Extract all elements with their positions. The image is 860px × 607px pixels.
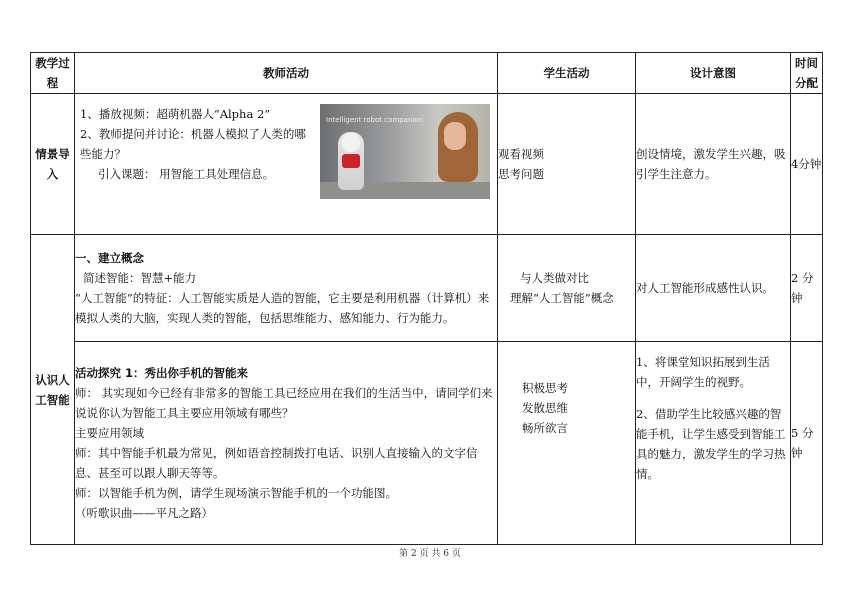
explore-line-5: （听歌识曲——平凡之路）	[75, 506, 213, 520]
explore-line-3: 师：其中智能手机最为常见，例如语音控制拨打电话、识别人直接输入的文字信息、甚至可以跟人聊天等等。	[75, 446, 478, 480]
design-explore-2: 2、借助学生比较感兴趣的智能手机，让学生感受到智能工具的魅力，激发学生的学习热情。	[636, 407, 786, 481]
explore-line-1: 师： 其实现如今已经有非常多的智能工具已经应用在我们的生活当中，请同学们来说说你认为智能工具主要应用领域有哪些？	[75, 386, 493, 420]
explore-heading: 活动探究 1：秀出你手机的智能来	[75, 366, 249, 380]
time-intro: 4分钟	[791, 94, 823, 235]
table-row-intro	[31, 94, 823, 235]
student-explore-3: 畅所欲言	[522, 421, 568, 435]
time-concept: 2 分钟	[791, 235, 823, 342]
student-explore	[498, 342, 636, 545]
student-intro	[498, 94, 636, 235]
page-footer: 第 2 页 共 6 页	[399, 549, 461, 559]
video-caption: Intelligent robot companion	[326, 115, 424, 124]
header-design: 设计意图	[636, 53, 791, 94]
stage-explore: 认识人工智能	[31, 235, 75, 545]
student-concept-1: 与人类做对比	[520, 271, 589, 285]
teacher-explore	[75, 342, 498, 545]
intro-step-2: 2、教师提问并讨论：机器人模拟了人类的哪些能力？	[80, 126, 306, 161]
table-row-explore	[31, 342, 823, 545]
intro-topic: 引入课题： 用智能工具处理信息。	[98, 166, 275, 181]
table-row-concept	[31, 235, 823, 342]
header-row	[31, 53, 823, 94]
student-explore-1: 积极思考	[522, 381, 568, 395]
robot-video-thumbnail	[320, 104, 490, 199]
design-explore	[636, 342, 791, 545]
time-explore: 5 分钟	[791, 342, 823, 545]
design-concept: 对人工智能形成感性认识。	[636, 235, 791, 342]
student-intro-1: 观看视频	[498, 147, 544, 161]
concept-heading: 一、建立概念	[75, 251, 144, 265]
explore-line-4: 师：以智能手机为例，请学生现场演示智能手机的一个功能图。	[75, 486, 397, 500]
student-concept	[498, 235, 636, 342]
explore-line-2: 主要应用领域	[75, 426, 144, 440]
student-concept-2: 理解“人工智能”概念	[510, 291, 614, 305]
student-explore-2: 发散思维	[522, 401, 568, 415]
design-intro: 创设情境，激发学生兴趣，吸引学生注意力。	[636, 94, 791, 235]
concept-line-1: 简述智能：智慧+能力	[83, 271, 197, 285]
concept-line-2: “人工智能”的特征：人工智能实质是人造的智能，它主要是利用机器（计算机）来模拟人类的大脑，实现人类的智能，包括思维能力、感知能力、行为能力。	[75, 291, 490, 325]
teacher-concept	[75, 235, 498, 342]
teacher-intro	[75, 94, 498, 235]
intro-step-1: 1、播放视频：超萌机器人“Alpha 2”	[80, 106, 271, 121]
header-time: 时间分配	[791, 53, 823, 94]
header-student: 学生活动	[498, 53, 636, 94]
lesson-plan-table	[30, 52, 823, 545]
stage-intro: 情景导入	[31, 94, 75, 235]
design-explore-1: 1、将课堂知识拓展到生活中，开阔学生的视野。	[636, 355, 770, 389]
header-teacher: 教师活动	[75, 53, 498, 94]
student-intro-2: 思考问题	[498, 167, 544, 181]
header-stage: 教学过程	[31, 53, 75, 94]
